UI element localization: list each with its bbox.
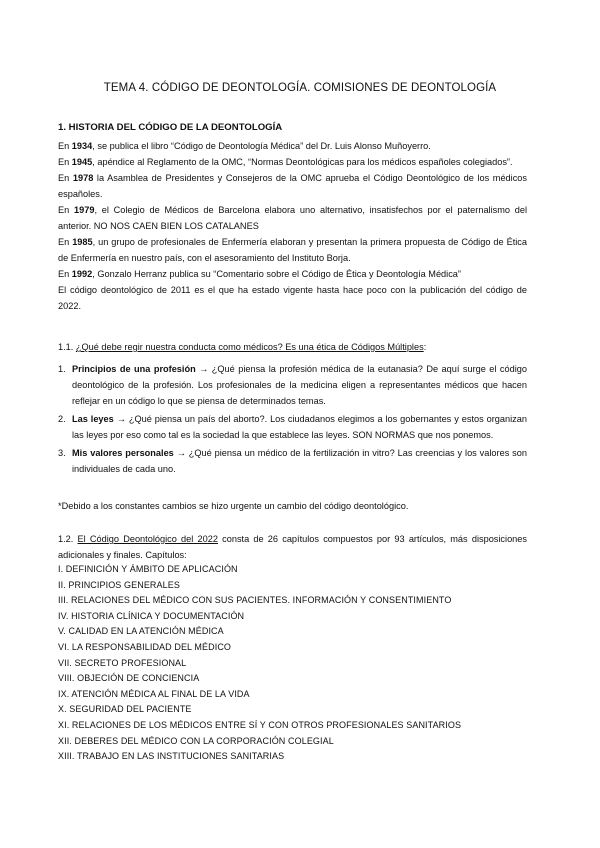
footnote: *Debido a los constantes cambios se hizo urgente un cambio del código deontológico. xyxy=(58,501,409,511)
year: 1979 xyxy=(73,205,95,215)
year: 1992 xyxy=(71,269,93,279)
year: 1985 xyxy=(72,237,93,247)
chapter-item: VIII. OBJECIÓN DE CONCIENCIA xyxy=(58,673,200,684)
chapter-item: IV. HISTORIA CLÍNICA Y DOCUMENTACIÓN xyxy=(58,610,245,621)
list-item-term: Las leyes xyxy=(72,414,114,424)
section-heading-history: 1. HISTORIA DEL CÓDIGO DE LA DEONTOLOGÍA xyxy=(58,122,283,133)
history-entry: En 1978 la Asamblea de Presidentes y Consejeros de la OMC aprueba el Código Deontológico de los médicos españoles. xyxy=(58,173,528,199)
history-entry: En 1992, Gonzalo Herranz publica su “Comentario sobre el Código de Ética y Deontología Médica” xyxy=(58,269,461,279)
chapter-item: I. DEFINICIÓN Y ÁMBITO DE APLICACIÓN xyxy=(58,564,238,574)
list-item-term: Principios de una profesión xyxy=(72,364,196,374)
chapter-item: IX. ATENCIÓN MÉDICA AL FINAL DE LA VIDA xyxy=(58,688,250,699)
history-entry: En 1934, se publica el libro “Código de Deontología Médica” del Dr. Luis Alonso Muñoyerro. xyxy=(58,141,431,151)
chapter-item: VI. LA RESPONSABILIDAD DEL MÉDICO xyxy=(58,641,232,652)
chapter-item: III. RELACIONES DEL MÉDICO CON SUS PACIENTES. INFORMACIÓN Y CONSENTIMIENTO xyxy=(58,595,452,606)
document-title: TEMA 4. CÓDIGO DE DEONTOLOGÍA. COMISIONES DE DEONTOLOGÍA xyxy=(103,82,497,94)
history-paragraphs xyxy=(58,138,527,314)
list-item: 2. Las leyes → ¿Qué piensa un país del aborto?. Los ciudadanos elegimos a los gobernantes y estos organizan las leyes por eso como tal es la sociedad la que establece las leyes. SON NORMAS que nos ponemos. xyxy=(58,414,527,440)
history-entry: En 1979, el Colegio de Médicos de Barcelona elabora uno alternativo, insatisfechos por el paternalismo del anterior. NO NOS CAEN BIEN LOS CATALANES xyxy=(58,205,527,231)
chapter-item: V. CALIDAD EN LA ATENCIÓN MÉDICA xyxy=(58,626,224,637)
chapter-item: VII. SECRETO PROFESIONAL xyxy=(58,657,187,668)
subsection-1-2-intro: 1.2. El Código Deontológico del 2022 consta de 26 capítulos compuestos por 93 artículos, más disposiciones adicionales y finales. Capítulos: xyxy=(58,534,527,560)
code-2022-link: El Código Deontológico del 2022 xyxy=(77,534,218,544)
year: 1945 xyxy=(71,157,93,167)
history-entry: En 1945, apéndice al Reglamento de la OMC, “Normas Deontológicas para los médicos españoles colegiados”. xyxy=(58,157,513,167)
history-closing: El código deontológico de 2011 es el que ha estado vigente hasta hace poco con la publicación del código de 2022. xyxy=(58,285,527,311)
chapters-list xyxy=(58,562,461,765)
list-item: 3. Mis valores personales → ¿Qué piensa un médico de la fertilización in vitro? Las creencias y los valores son individuales de cada uno. xyxy=(58,448,527,474)
chapter-item: XIII. TRABAJO EN LAS INSTITUCIONES SANITARIAS xyxy=(58,751,285,762)
chapter-item: XII. DEBERES DEL MÉDICO CON LA CORPORACIÓN COLEGIAL xyxy=(58,735,334,746)
chapter-item: X. SEGURIDAD DEL PACIENTE xyxy=(58,704,192,715)
subsection-heading-1-1: 1.1. ¿Qué debe regir nuestra conducta como médicos? Es una ética de Códigos Múltiples: xyxy=(58,342,427,352)
list-item-term: Mis valores personales xyxy=(72,448,174,458)
question-text: ¿Qué debe regir nuestra conducta como médicos? Es una ética de Códigos Múltiples xyxy=(75,342,424,352)
year: 1934 xyxy=(71,141,93,151)
chapter-item: II. PRINCIPIOS GENERALES xyxy=(58,579,180,590)
history-entry: En 1985, un grupo de profesionales de Enfermería elaboran y presentan la primera propuesta de Código de Ética de Enfermería en nuestro país, con el asesoramiento del Instituto Borja. xyxy=(58,237,527,263)
codes-list xyxy=(58,361,527,479)
chapter-item: XI. RELACIONES DE LOS MÉDICOS ENTRE SÍ Y CON OTROS PROFESIONALES SANITARIOS xyxy=(58,719,462,730)
year: 1978 xyxy=(72,173,94,183)
list-item: 1. Principios de una profesión → ¿Qué piensa la profesión médica de la eutanasia? De aquí surge el código deontológico de la profesión. Los profesionales de la medicina eligen a representantes médicos que hacen reflejar en un código lo que se piensa de determinados temas. xyxy=(58,364,527,406)
